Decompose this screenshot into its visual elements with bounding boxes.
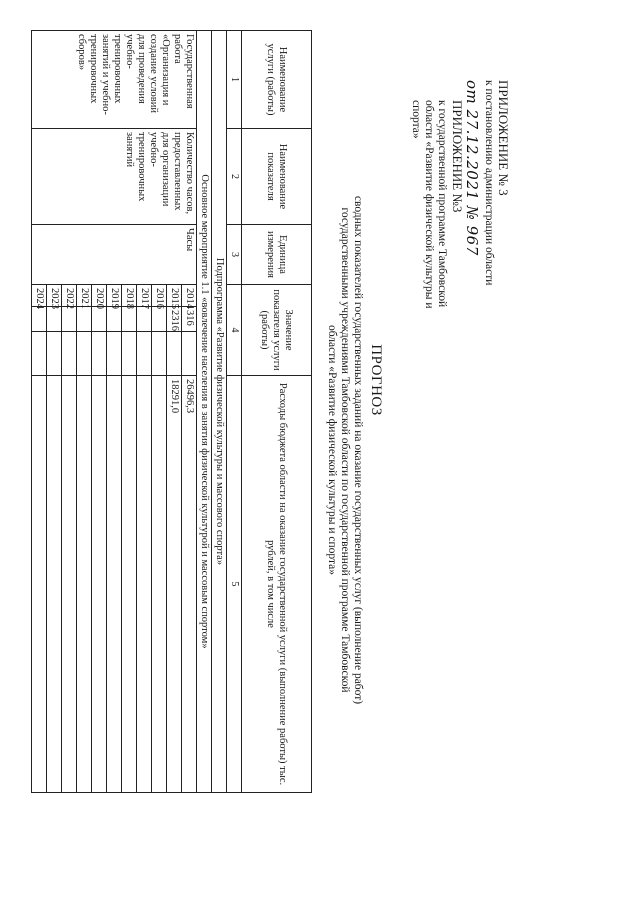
- appendix-reference: ПРИЛОЖЕНИЕ №3: [450, 100, 465, 213]
- subprogram-row: Подпрограмма «Развитие физической культуры и массового спорта»: [212, 31, 227, 793]
- col-number: 1: [227, 31, 242, 129]
- indicator-name-cell: Количество часов, предоставленных для организации учебно-тренировочных занятий: [32, 129, 197, 225]
- blank-cell: [92, 332, 107, 376]
- appendix-title: ПРИЛОЖЕНИЕ № 3: [496, 80, 511, 196]
- blank-cell: [167, 332, 182, 376]
- unit-cell: Часы: [32, 225, 197, 285]
- header-indicator: Наименование показателя: [242, 129, 312, 225]
- year-cell: 2023: [47, 285, 62, 307]
- blank-cell: [32, 332, 47, 376]
- handwritten-date: от 27.12.2021 № 967: [463, 80, 481, 256]
- service-name-cell: Государственная работа «Организация и создание условий для проведения учебно-тренировочных занятий и учебно-тренировочных сборов»: [32, 31, 197, 129]
- value-cell: [92, 307, 107, 332]
- year-cell: 2022: [62, 285, 77, 307]
- header-expense: Расходы бюджета области на оказание государственной услуги (выполнение работы) тыс. рублей, в том числе: [242, 376, 312, 793]
- col-number: 3: [227, 225, 242, 285]
- col-number: 4: [227, 285, 242, 376]
- expense-cell: [107, 376, 122, 793]
- expense-cell: [32, 376, 47, 793]
- expense-cell: [137, 376, 152, 793]
- table-row: [182, 31, 197, 793]
- year-cell: 2014: [182, 285, 197, 307]
- year-cell: 2019: [107, 285, 122, 307]
- blank-cell: [62, 332, 77, 376]
- value-cell: [137, 307, 152, 332]
- blank-cell: [152, 332, 167, 376]
- expense-cell: [152, 376, 167, 793]
- page-title: ПРОГНОЗ: [368, 344, 384, 416]
- value-cell: [62, 307, 77, 332]
- forecast-table: [31, 30, 312, 792]
- blank-cell: [137, 332, 152, 376]
- page-subtitle: сводных показателей государственных заданий на оказание государственных услуг (выполнение работ) государственными учреждениями Тамбовской области по государственной программе Тамбовской области «Развитие физической культуры и спорта»: [326, 195, 364, 705]
- expense-cell: [77, 376, 92, 793]
- year-cell: 2020: [92, 285, 107, 307]
- blank-cell: [47, 332, 62, 376]
- expense-cell: [92, 376, 107, 793]
- value-cell: [152, 307, 167, 332]
- year-cell: 2016: [152, 285, 167, 307]
- value-cell: [47, 307, 62, 332]
- expense-cell: 18291,0: [167, 376, 182, 793]
- expense-cell: [122, 376, 137, 793]
- expense-cell: [62, 376, 77, 793]
- year-cell: 2015: [167, 285, 182, 307]
- year-cell: 2021: [77, 285, 92, 307]
- expense-cell: [47, 376, 62, 793]
- value-cell: [77, 307, 92, 332]
- header-unit: Единица измерения: [242, 225, 312, 285]
- blank-cell: [107, 332, 122, 376]
- year-cell: 2024: [32, 285, 47, 307]
- expense-cell: 26496,3: [182, 376, 197, 793]
- col-number: 5: [227, 376, 242, 793]
- year-cell: 2018: [122, 285, 137, 307]
- measure-row: Основное мероприятие 1.1 «вовлечение населения в занятия физической культурой и массовым спортом»: [197, 31, 212, 793]
- value-cell: [122, 307, 137, 332]
- blank-cell: [122, 332, 137, 376]
- year-cell: 2017: [137, 285, 152, 307]
- value-cell: 316: [182, 307, 197, 332]
- header-value: Значение показателя услуги (работы): [242, 285, 312, 376]
- blank-cell: [182, 332, 197, 376]
- value-cell: 2316: [167, 307, 182, 332]
- decree-reference: к постановлению администрации области: [483, 80, 495, 286]
- header-service: Наименование услуги (работы): [242, 31, 312, 129]
- value-cell: [107, 307, 122, 332]
- col-number: 2: [227, 129, 242, 225]
- blank-cell: [77, 332, 92, 376]
- value-cell: [32, 307, 47, 332]
- program-reference: к государственной программе Тамбовской области «Развитие физической культуры и спорта»: [410, 100, 448, 309]
